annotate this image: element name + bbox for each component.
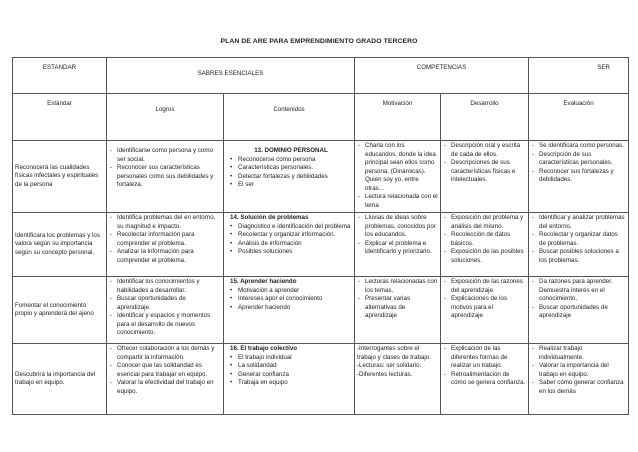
list-item: - Realizar trabajo individualmente. [531,345,626,362]
list-item: - Recolectar información para comprender el problema. [109,231,221,248]
list-item: - Descripción oral y escrita de cada de ellos. [443,142,526,159]
contenidos-cell [224,213,355,277]
list-item: • El ser [226,181,352,190]
list-item: - Presentar varias alternativas de aprendizaje [357,295,438,321]
list-item: - Retroalimentación de cómo se genera confianza. [443,371,526,388]
list-item: - Analizar la información para comprender el problema. [109,248,221,265]
list-item: - Identificar y espacios y momentos para el desarrollo de nuevos conocimiento. [109,312,221,338]
header-row-groups [13,58,629,94]
plan-table [12,57,629,415]
document-title: PLAN DE ARE PARA EMPRENDIMIENTO GRADO TERCERO [220,38,418,45]
list-item: • El trabajo individual [226,354,352,363]
list-item: - Explicación de las diferentes formas de realizar un trabajo. [443,345,526,371]
list-item: - Buscar posibles soluciones a los problemas. [531,248,626,265]
list-item: • Características personales. [226,164,352,173]
contenidos-cell [224,141,355,213]
table-row [13,141,629,213]
list-item: - Recolectar y organizar datos de problemas. [531,231,626,248]
contenido-title: 14. Solución de problemas [230,214,309,221]
contenido-title: 13. DOMINIO PERSONAL [254,147,328,154]
list-item: • Reconocerse como persona [226,156,352,165]
contenido-title: 15. Aprender haciendo [230,278,297,285]
list-item: • Recolectar y organizar información. [226,231,352,240]
list-item: - Descripción de sus características personales. [531,151,626,168]
motivacion-cell [355,344,441,415]
list-item: • Detectar fortalezas y debilidades [226,173,352,182]
list-item: - Identificar y analizar problemas del entorno. [531,214,626,231]
estandar-cell: Fomentar el conocimiento propio y aprenderá del ajeno [13,277,107,344]
list-item: - Exposición de las posibles soluciones. [443,248,526,265]
header-ser-group: SER [529,58,629,94]
evaluacion-cell [529,213,629,277]
list-item: -Interrogantes sobre el trabajo y clases de trabajo. [357,345,431,361]
header-desarrollo: Desarrollo [441,94,529,141]
list-item: • La solidaridad [226,362,352,371]
list-item: - Lectura relacionada con el tema [357,193,438,210]
list-item: -Lecturas: ser solidario. [357,362,422,369]
list-item: - Lecturas relacionadas con los temas. [357,278,438,295]
list-item: - Valorar la importancia del trabajo en equipo. [531,362,626,379]
logros-cell [107,141,224,213]
header-row-columns [13,94,629,141]
list-item: - Identificar los conocimientos y habilidades a desarrollar. [109,278,221,295]
evaluacion-cell [529,141,629,213]
list-item: • Análisis de información [226,240,352,249]
motivacion-cell [355,141,441,213]
logros-cell [107,277,224,344]
list-item: • Posibles soluciones [226,248,352,257]
list-item: • Generar confianza [226,371,352,380]
header-logros: Logros [107,94,224,141]
list-item: • Motivación a aprender [226,287,352,296]
evaluacion-cell [529,344,629,415]
header-competencias-group: COMPETENCIAS [355,58,529,94]
estandar-cell: Descubrirá la importancia del trabajo en equipo. [13,344,107,415]
motivacion-cell [355,213,441,277]
list-item: - Exposición de las razones del aprendizaje. [443,278,526,295]
list-item: - Da razones para aprender. Demuestra interés en el conocimiento. [531,278,626,304]
list-item: - Lluvias de ideas sobre problemas, conocidos por los educandos. [357,214,438,240]
estandar-cell: Identificara los problemas y los valora según su importancia según su concepto personal. [13,213,107,277]
list-item: - Reconocer sus fortalezas y debilidades. [531,168,626,185]
list-item: - Reconocer sus características personales como sus debilidades y fortaleza. [109,164,221,190]
list-item: -Diferentes lecturas. [357,370,413,378]
list-item: • Diagnostico e identificación del problema [226,223,352,232]
estandar-cell: Reconocerá las cualidades físicas infectales y espirituales de la persona [13,141,107,213]
list-item: - Saber cómo generar confianza en los demás [531,379,626,396]
header-contenidos: Contenidos [224,94,355,141]
list-item: - Valorar la efectividad del trabajo en equipo. [109,379,221,396]
contenidos-cell [224,344,355,415]
table-row [13,213,629,277]
desarrollo-cell [441,141,529,213]
logros-cell [107,213,224,277]
table-row [13,344,629,415]
header-saberes-group: SABRES ESENCIALES [107,58,355,94]
list-item: - Explicar el problema e identificarlo y priorizarlo. [357,240,438,257]
header-estandar-group: ESTANDAR [13,58,107,94]
list-item: - Explicaciones de los motivos para el aprendizaje [443,295,526,321]
list-item: • Intereses apor el conocimiento [226,295,352,304]
list-item: - Charla con los educandos, donde la idea principal sean ellos como persona. (Dinámicas). Quien soy yo, entre otras… [357,142,438,193]
list-item: - Identificarse como persona y como ser social. [109,147,221,164]
logros-cell [107,344,224,415]
table-row [13,277,629,344]
desarrollo-cell [441,344,529,415]
contenidos-cell [224,277,355,344]
list-item: • Trabaja en equipo [226,379,352,388]
motivacion-cell [355,277,441,344]
list-item: - Ofrecer colaboración a los demás y compartir la información. [109,345,221,362]
list-item: - Exposición del problema y análisis del mismo. [443,214,526,231]
list-item: - Recolección de datos básicos. [443,231,526,248]
list-item: • Aprender haciendo [226,304,352,313]
list-item: - Conocer que las solidaridad es esencial para trabajar en equipo. [109,362,221,379]
evaluacion-cell [529,277,629,344]
header-evaluacion: Evaluación [529,94,629,141]
contenido-title: 16. El trabajo colectivo [230,345,298,352]
list-item: - Identifica problemas del en entorno, su magnitud e impacto. [109,214,221,231]
list-item: - Se identificara como personas. [531,142,626,151]
header-motivacion: Motivación [355,94,441,141]
header-estandar: Estándar [13,94,107,141]
list-item: - Buscar oportunidades de aprendizaje [531,304,626,321]
desarrollo-cell [441,277,529,344]
list-item: - Buscar oportunidades de aprendizaje. [109,295,221,312]
list-item: - Descripciones de sus características físicas e intelectuales. [443,159,526,185]
desarrollo-cell [441,213,529,277]
